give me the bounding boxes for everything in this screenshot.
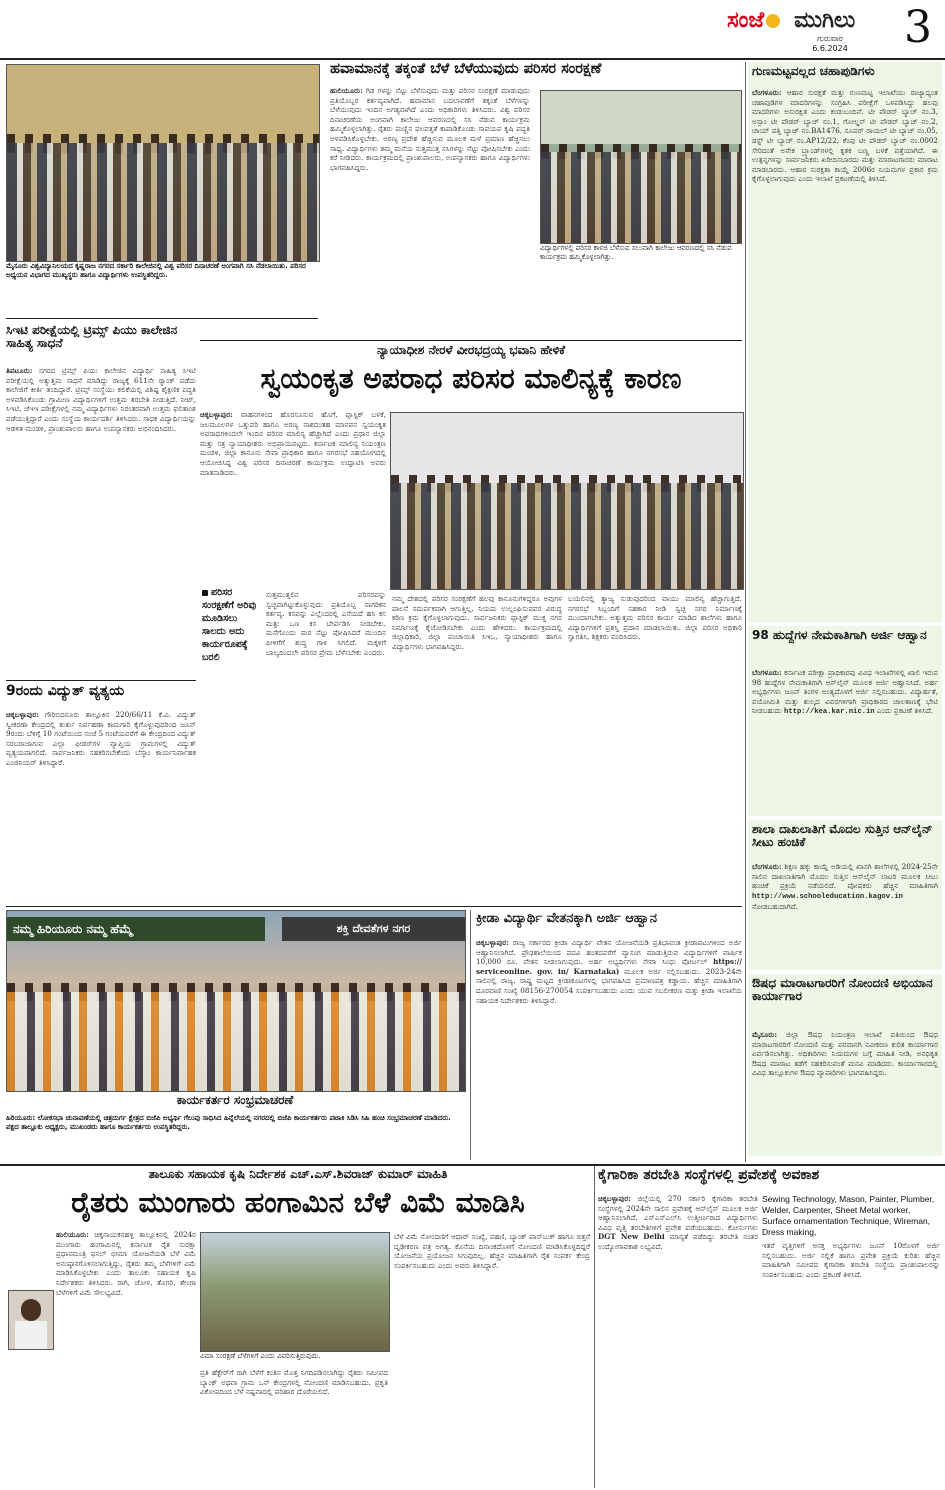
- tree-article-body: [330, 86, 530, 336]
- judge-quote-text: ಪರಿಸರ ಸಂರಕ್ಷಣೆಗೆ ಅರಿವು ಮೂಡಿಸಲು ಸಾಲದು ಅದು ಕಾರ್ಯರೂಪಕ್ಕೆ ಬರಲಿ: [202, 587, 257, 663]
- industrial-dgt: DGT New Delhi: [598, 1232, 665, 1242]
- crop-field-photo: [200, 1232, 390, 1352]
- school-headline: ಶಾಲಾ ದಾಖಲಾತಿಗೆ ಮೊದಲ ಸುತ್ತಿನ ಆನ್‌ಲೈನ್ ಸೀಟು ಹಂಚಿಕೆ: [752, 822, 933, 850]
- crop-dateline: ಹುಲಿಯೂರು:: [56, 1230, 89, 1239]
- vacancy-box: [748, 626, 942, 816]
- vacancy-dateline: ಬೆಂಗಳೂರು:: [752, 668, 782, 677]
- tree-article-text: ಗಿಡ ಗಳನ್ನು ನೆಟ್ಟು ಬೆಳೆಸುವುದು ಮತ್ತು ಪರಿಸರ ಸಂರಕ್ಷಣೆ ಮಾಡುವುದು ಪ್ರತಿಯೊಬ್ಬರ ಕರ್ತವ್ಯವಾಗಿದೆ. ಹವಾಮಾನ ಬದಲಾವಣೆಗೆ ತಕ್ಕಂತೆ ಬೆಳೆಗಳನ್ನು ಬೆಳೆಯುವುದು ಇಂದಿನ ಅಗತ್ಯವಾಗಿದೆ ಎಂದು ಅಧಿಕಾರಿಗಳು ತಿಳಿಸಿದರು. ವಿಶ್ವ ಪರಿಸರ ದಿನಾಚರಣೆಯ ಅಂಗವಾಗಿ ಕಾಲೇಜು ಆವರಣದಲ್ಲಿ ಸಸಿ ನೆಡುವ ಕಾರ್ಯಕ್ರಮ ಹಮ್ಮಿಕೊಳ್ಳಲಾಗಿತ್ತು. ರೈತರು ಮಣ್ಣಿನ ಫಲವತ್ತತೆ ಕಾಪಾಡಿಕೊಂಡು ಸಾವಯವ ಕೃಷಿ ಪದ್ಧತಿ ಅಳವಡಿಸಿಕೊಳ್ಳಬೇಕು. ಅರಣ್ಯ ಪ್ರದೇಶ ಹೆಚ್ಚಿಸುವ ಮೂಲಕ ಮಳೆ ಪ್ರಮಾಣ ಹೆಚ್ಚಿಸಲು ಸಾಧ್ಯ. ವಿದ್ಯಾರ್ಥಿಗಳು ತಮ್ಮ ಮನೆಯ ಸುತ್ತಮುತ್ತ ಸಸಿಗಳನ್ನು ನೆಟ್ಟು ಪೋಷಿಸಬೇಕು ಎಂದು ಕರೆ ನೀಡಿದರು. ಕಾರ್ಯಕ್ರಮದಲ್ಲಿ ಪ್ರಾಂಶುಪಾಲರು, ಉಪನ್ಯಾಸಕರು ಹಾಗೂ ವಿದ್ಯಾರ್ಥಿಗಳು ಭಾಗವಹಿಸಿದ್ದರು.: [330, 86, 530, 172]
- power-text: ಗೌರಿಬಿದನೂರು ತಾಲ್ಲೂಕಿನ 220/66/11 ಕೆ.ವಿ. ವಿದ್ಯುತ್ ಸ್ವೀಕರಣಾ ಕೇಂದ್ರದಲ್ಲಿ ತುರ್ತು ನಿರ್ವಹಣಾ ಕಾಮಗಾರಿ ಕೈಗೊಳ್ಳುವುದರಿಂದ ಜೂನ್ 9ರಂದು ಬೆಳಿಗ್ಗೆ 10 ಗಂಟೆಯಿಂದ ಸಂಜೆ 5 ಗಂಟೆಯವರೆಗೆ ಈ ಕೇಂದ್ರದಿಂದ ವಿದ್ಯುತ್ ಸರಬರಾಜಾಗುವ ಎಲ್ಲಾ ಫೀಡರ್‌ಗಳ ವ್ಯಾಪ್ತಿಯ ಗ್ರಾಮಗಳಲ್ಲಿ ವಿದ್ಯುತ್ ವ್ಯತ್ಯಯವಾಗಲಿದೆ. ಸಾರ್ವಜನಿಕರು ಸಹಕರಿಸಬೇಕೆಂದು ಬೆಸ್ಕಾಂ ಕಾರ್ಯನಿರ್ವಾಹಕ ಎಂಜಿನಿಯರ್ ತಿಳಿಸಿದ್ದಾರೆ.: [6, 710, 196, 767]
- divider: [6, 318, 318, 319]
- celebration-dateline: ಹಿರಿಯೂರು:: [6, 1114, 36, 1122]
- medicine-headline: ಔಷಧ ಮಾರಾಟಗಾರರಿಗೆ ನೋಂದಣಿ ಅಭಿಯಾನ ಕಾರ್ಯಾಗಾರ: [752, 976, 933, 1004]
- industrial-dateline: ಚಿಕ್ಕಬಳ್ಳಾಪುರ:: [598, 1194, 631, 1203]
- divider: [200, 340, 742, 341]
- tree-planting-caption: ಮೈಸೂರು ವಿಶ್ವವಿದ್ಯಾನಿಲಯದ ಕೃಷ್ಣರಾಜ ನಗರದ ಸರ್ಕಾರಿ ಕಾಲೇಜಿನಲ್ಲಿ ವಿಶ್ವ ಪರಿಸರ ದಿನಾಚರಣೆ ಅಂಗವಾಗಿ ಸಸಿ ನೆಡಲಾಯಿತು. ಪರಿಸರ ಅಧ್ಯಯನ ವಿಭಾಗದ ಮುಖ್ಯಸ್ಥರು ಹಾಗೂ ವಿದ್ಯಾರ್ಥಿಗಳು ಉಪಸ್ಥಿತರಿದ್ದರು.: [6, 262, 306, 279]
- judge-body-col4: ಬಯಲಿನಲ್ಲಿ ತ್ಯಾಜ್ಯ ಸುಡುವುದರಿಂದ ವಾಯು ಮಾಲಿನ್ಯ ಹೆಚ್ಚಾಗುತ್ತಿದೆ. ನಗರಸಭೆ ಸಿಬ್ಬಂದಿಗೆ ಸಹಕಾರ ನೀಡಿ ಸ್ವಚ್ಛ ನಗರ ನಿರ್ಮಾಣಕ್ಕೆ ಮುಂದಾಗಬೇಕು. ಅತ್ಯುತ್ತಮ ಪರಿಸರ ಕಾರ್ಯ ಮಾಡಿದ ಶಾಲೆಗಳು ಹಾಗೂ ವಿದ್ಯಾರ್ಥಿಗಳಿಗೆ ಪ್ರಶಸ್ತಿ ಪ್ರದಾನ ಮಾಡಲಾಯಿತು. ಜಿಲ್ಲಾ ಪರಿಸರ ಅಧಿಕಾರಿ ಸ್ವಾಗತಿಸಿ, ಶಿಕ್ಷಕರು ವಂದಿಸಿದರು.: [568, 594, 742, 642]
- industrial-body-col2: ಇತರೆ ವೃತ್ತಿಗಳಿಗೆ ಆಸಕ್ತ ಅಭ್ಯರ್ಥಿಗಳು ಜೂನ್ 10ರೊಳಗೆ ಅರ್ಜಿ ಸಲ್ಲಿಸಬಹುದು. ಅರ್ಜಿ ಸಲ್ಲಿಕೆ ಹಾಗೂ ಪ್ರವೇಶ ಪ್ರಕ್ರಿಯೆ ಕುರಿತು ಹೆಚ್ಚಿನ ಮಾಹಿತಿಗಾಗಿ ಸಮೀಪದ ಕೈಗಾರಿಕಾ ತರಬೇತಿ ಸಂಸ್ಥೆಯ ಪ್ರಾಂಶುಪಾಲರನ್ನು ಸಂಪರ್ಕಿಸಬಹುದು ಎಂದು ಪ್ರಕಟಣೆ ತಿಳಿಸಿದೆ.: [762, 1241, 940, 1279]
- tree-article-dateline: ಹುಲಿಯೂರು:: [330, 86, 363, 95]
- sports-tail: ಮೂಲಕ ಅರ್ಜಿ ಸಲ್ಲಿಸಬಹುದು. 2023-24ನೇ ಸಾಲಿನಲ್ಲಿ ರಾಜ್ಯ, ರಾಷ್ಟ್ರ ಮಟ್ಟದ ಕ್ರೀಡಾಕೂಟಗಳಲ್ಲಿ ಭಾಗವಹಿಸಿದ ಪ್ರಮಾಣಪತ್ರ ಕಡ್ಡಾಯ. ಹೆಚ್ಚಿನ ಮಾಹಿತಿಗಾಗಿ ದೂರವಾಣಿ ಸಂಖ್ಯೆ 08156-270054 ಸಂಪರ್ಕಿಸಬಹುದು ಎಂದು ಯುವ ಸಬಲೀಕರಣ ಮತ್ತು ಕ್ರೀಡಾ ಇಲಾಖೆಯ ಸಹಾಯಕ ನಿರ್ದೇಶಕರು ತಿಳಿಸಿದ್ದಾರೆ.: [476, 966, 742, 1005]
- school-text: ಶಿಕ್ಷಣ ಹಕ್ಕು ಕಾಯ್ದೆ ಅಡಿಯಲ್ಲಿ ಖಾಸಗಿ ಶಾಲೆಗಳಲ್ಲಿ 2024-25ನೇ ಸಾಲಿನ ದಾಖಲಾತಿಗಾಗಿ ಮೊದಲ ಸುತ್ತಿನ ಆನ್‌ಲೈನ್ ಲಾಟರಿ ಮೂಲಕ ಸೀಟು ಹಂಚಿಕೆ ಪ್ರಕ್ರಿಯೆ ನಡೆಯಲಿದೆ. ಪೋಷಕರು ಹೆಚ್ಚಿನ ಮಾಹಿತಿಗಾಗಿ: [752, 862, 938, 891]
- crop-body-col1: [6, 1230, 196, 1486]
- crop-body-col2: ಪ್ರತಿ ಹೆಕ್ಟೇರ್‌ಗೆ ರಾಗಿ ಬೆಳೆಗೆ ಕಂತಿನ ಮೊತ್ತ ನಿಗದಿಪಡಿಸಲಾಗಿದ್ದು ರೈತರು ಸಮೀಪದ ಬ್ಯಾಂಕ್ ಅಥವಾ ಗ್ರಾಮ ಒನ್ ಕೇಂದ್ರಗಳಲ್ಲಿ ನೋಂದಣಿ ಮಾಡಿಸಬಹುದು. ಪ್ರಕೃತಿ ವಿಕೋಪದಿಂದ ಬೆಳೆ ನಷ್ಟವಾದಲ್ಲಿ ಪರಿಹಾರ ದೊರೆಯಲಿದೆ.: [200, 1368, 388, 1397]
- tea-quality-body: [748, 86, 942, 620]
- school-body: [748, 860, 942, 972]
- judge-kicker: ನ್ಯಾಯಾಧೀಶ ನೇರಳೆ ವೀರಭದ್ರಯ್ಯ ಭವಾನಿ ಹೇಳಿಕೆ: [376, 344, 566, 357]
- power-dateline: ಚಿಕ್ಕಬಳ್ಳಾಪುರ:: [6, 710, 39, 719]
- judge-body-col3: ನಮ್ಮ ದೇಶದಲ್ಲಿ ಪರಿಸರ ಸಂರಕ್ಷಣೆಗೆ ಹಲವು ಕಾನೂನುಗಳಿದ್ದರೂ ಅವುಗಳ ಪಾಲನೆ ಸಮರ್ಪಕವಾಗಿ ಆಗುತ್ತಿಲ್ಲ. ನಿಯಮ ಉಲ್ಲಂಘಿಸುವವರ ವಿರುದ್ಧ ಕಠಿಣ ಕ್ರಮ ಕೈಗೊಳ್ಳಲಾಗುವುದು. ಸಾರ್ವಜನಿಕರು ಪ್ಲಾಸ್ಟಿಕ್ ಮುಕ್ತ ನಗರ ನಿರ್ಮಾಣಕ್ಕೆ ಕೈಜೋಡಿಸಬೇಕು ಎಂದು ಹೇಳಿದರು. ಕಾರ್ಯಕ್ರಮದಲ್ಲಿ ಜಿಲ್ಲಾಧಿಕಾರಿ, ಜಿಲ್ಲಾ ಪಂಚಾಯಿತಿ ಸಿಇಒ, ನ್ಯಾಯಾಧೀಶರು ಹಾಗೂ ವಿದ್ಯಾರ್ಥಿಗಳು ಭಾಗವಹಿಸಿದ್ದರು.: [392, 594, 562, 651]
- sports-dateline: ಚಿಕ್ಕಬಳ್ಳಾಪುರ:: [476, 938, 509, 947]
- college-saplings-caption: ವಿದ್ಯಾರ್ಥಿಗಳಲ್ಲಿ ಪರಿಸರ ಕಾಳಜಿ ಬೆಳೆಸುವ ಸಲುವಾಗಿ ಕಾಲೇಜು ಆವರಣದಲ್ಲಿ ಸಸಿ ನೆಡುವ ಕಾರ್ಯಕ್ರಮ ಹಮ್ಮಿಕೊಳ್ಳಲಾಗಿತ್ತು.: [540, 244, 732, 261]
- page-number: 3: [904, 2, 932, 53]
- trims-dateline: ತಿಪಟೂರು:: [6, 366, 33, 375]
- logo-word-mugilu: ಮುಗಿಲು: [794, 8, 856, 33]
- crop-body-col3: ಬೆಳೆ ವಿಮೆ ನೋಂದಣಿಗೆ ಆಧಾರ್ ಸಂಖ್ಯೆ, ಪಹಣಿ, ಬ್ಯಾಂಕ್ ಪಾಸ್‌ಬುಕ್ ಹಾಗೂ ಬಿತ್ತನೆ ದೃಢೀಕರಣ ಪತ್ರ ಅಗತ್ಯ. ಕೊನೆಯ ದಿನಾಂಕದೊಳಗೆ ನೋಂದಣಿ ಮಾಡಿಸಿಕೊಳ್ಳದಿದ್ದರೆ ಯೋಜನೆಯ ಪ್ರಯೋಜನ ಸಿಗುವುದಿಲ್ಲ. ಹೆಚ್ಚಿನ ಮಾಹಿತಿಗಾಗಿ ರೈತ ಸಂಪರ್ಕ ಕೇಂದ್ರ ಸಂಪರ್ಕಿಸಬಹುದು ಎಂದು ಅವರು ತಿಳಿಸಿದ್ದಾರೆ.: [394, 1232, 590, 1270]
- industrial-text: ಜಿಲ್ಲೆಯಲ್ಲಿ 270 ಸರ್ಕಾರಿ ಕೈಗಾರಿಕಾ ತರಬೇತಿ ಸಂಸ್ಥೆಗಳಲ್ಲಿ 2024ನೇ ಸಾಲಿನ ಪ್ರವೇಶಕ್ಕೆ ಆನ್‌ಲೈನ್ ಮೂಲಕ ಅರ್ಜಿ ಆಹ್ವಾನಿಸಲಾಗಿದೆ. ಎಸ್‌ಎಸ್‌ಎಲ್‌ಸಿ ಉತ್ತೀರ್ಣರಾದ ವಿದ್ಯಾರ್ಥಿಗಳು ವಿವಿಧ ವೃತ್ತಿ ತರಬೇತಿಗಳಿಗೆ ಪ್ರವೇಶ ಪಡೆಯಬಹುದು. ಕೋರ್ಸುಗಳು: [598, 1194, 758, 1232]
- crop-kicker: ತಾಲೂಕು ಸಹಾಯಕ ಕೃಷಿ ನಿರ್ದೇಶಕ ಎಚ್.ಎಸ್.ಶಿವರಾಜ್ ಕುಮಾರ್ ಮಾಹಿತಿ: [148, 1168, 448, 1181]
- masthead-rule: [0, 58, 945, 60]
- celebration-text: ಲೋಕಸಭಾ ಚುನಾವಣೆಯಲ್ಲಿ ಚಿತ್ರದುರ್ಗ ಕ್ಷೇತ್ರದ ಬಿಜೆಪಿ ಅಭ್ಯರ್ಥಿ ಗೆಲುವು ಸಾಧಿಸಿದ ಹಿನ್ನೆಲೆಯಲ್ಲಿ ನಗರದಲ್ಲಿ ಬಿಜೆಪಿ ಕಾರ್ಯಕರ್ತರು ಪಟಾಕಿ ಸಿಡಿಸಿ ಸಿಹಿ ಹಂಚಿ ಸಂಭ್ರಮಾಚರಣೆ ಮಾಡಿದರು. ಪಕ್ಷದ ತಾಲ್ಲೂಕು ಅಧ್ಯಕ್ಷರು, ಮುಖಂಡರು ಹಾಗೂ ಕಾರ್ಯಕರ್ತರು ಉಪಸ್ಥಿತರಿದ್ದರು.: [6, 1114, 451, 1131]
- vacancy-url: http://kea.kar.nic.in: [784, 708, 875, 717]
- judge-sidebar-quote: [202, 586, 262, 706]
- tea-quality-dateline: ಬೆಂಗಳೂರು:: [752, 88, 782, 97]
- vacancy-tail: ಎಂದು ಪ್ರಕಟಣೆ ತಿಳಿಸಿದೆ.: [876, 706, 934, 716]
- school-box: [748, 820, 942, 970]
- celebration-caption: [6, 1114, 464, 1162]
- column-divider: [594, 1166, 595, 1488]
- award-ceremony-photo: [390, 412, 744, 590]
- trims-text: ನಗರದ ಟ್ರಿಮ್ಸ್ ಪಿಯು ಕಾಲೇಜಿನ ವಿದ್ಯಾರ್ಥಿ ಸಾಹಿತ್ಯ ಸಿಇಟಿ ಪರೀಕ್ಷೆಯಲ್ಲಿ ಅತ್ಯುತ್ತಮ ಸಾಧನೆ ಮಾಡಿದ್ದು ರಾಜ್ಯಕ್ಕೆ 611ನೇ ರ್‍ಯಾಂಕ್ ಪಡೆದು ಕಾಲೇಜಿಗೆ ಕೀರ್ತಿ ತಂದಿದ್ದಾರೆ. ಟ್ರಿಮ್ಸ್ ಸಂಸ್ಥೆಯು ಕಲಿಕೆಯಲ್ಲಿ ವಿಶಿಷ್ಟ ಶೈಕ್ಷಣಿಕ ಪದ್ಧತಿ ಅಳವಡಿಸಿಕೊಂಡು ಗ್ರಾಮೀಣ ವಿದ್ಯಾರ್ಥಿಗಳಿಗೆ ಉತ್ತಮ ತರಬೇತಿ ನೀಡುತ್ತಿದೆ. ನೀಟ್, ಸಿಇಟಿ, ಜೆಇಇ ಪರೀಕ್ಷೆಗಳಲ್ಲಿ ನಮ್ಮ ವಿದ್ಯಾರ್ಥಿಗಳು ನಿರಂತರವಾಗಿ ಉತ್ತಮ ಫಲಿತಾಂಶ ಪಡೆಯುತ್ತಿದ್ದಾರೆ ಎಂದು ಸಂಸ್ಥೆಯ ಕಾರ್ಯದರ್ಶಿ ತಿಳಿಸಿದರು. ಸಾಧಕ ವಿದ್ಯಾರ್ಥಿಯನ್ನು ಆಡಳಿತ ಮಂಡಳಿ, ಪ್ರಾಂಶುಪಾಲರು ಹಾಗೂ ಉಪನ್ಯಾಸಕರು ಅಭಿನಂದಿಸಿದರು.: [6, 366, 196, 433]
- judge-body-col1: [200, 410, 386, 580]
- power-body: [6, 710, 196, 900]
- tea-quality-box: [748, 62, 942, 622]
- medicine-body: [748, 1028, 942, 1158]
- masthead-logo: [727, 6, 893, 36]
- tea-quality-text: ಆಹಾರ ಸುರಕ್ಷತೆ ಮತ್ತು ಗುಣಮಟ್ಟ ಇಲಾಖೆಯು ರಾಜ್ಯಾದ್ಯಂತ ಚಹಾಪುಡಿಗಳ ಮಾದರಿಗಳನ್ನು ಸಂಗ್ರಹಿಸಿ ಪರೀಕ್ಷೆಗೆ ಒಳಪಡಿಸಿದ್ದು ಹಲವು ಮಾದರಿಗಳು ಅಸುರಕ್ಷಿತ ಎಂದು ಕಂಡುಬಂದಿವೆ. ಟೀ ಪೌಡರ್ ಬ್ಯಾಚ್ ನಂ.3, ಅಸ್ಸಾಂ ಟೀ ಪೌಡರ್ ಬ್ಯಾಚ್ ನಂ.1, ಗೋಲ್ಡನ್ ಟೀ ಪೌಡರ್ ಬ್ಯಾಚ್ ನಂ.2, ಚಾಯ್ ಪತ್ತಿ ಬ್ಯಾಚ್ ನಂ.BA1476, ಸೂಪರ್ ರಾಯಲ್ ಟೀ ಬ್ಯಾಚ್ ನಂ.05, ಡಸ್ಟ್ ಟೀ ಬ್ಯಾಚ್ ನಂ.AP12/22, ಕೆಂಪು ಟೀ ಪೌಡರ್ ಬ್ಯಾಚ್ ನಂ.0002 ಸೇರಿದಂತೆ ಅನೇಕ ಬ್ರ್ಯಾಂಡ್‌ಗಳಲ್ಲಿ ಕೃತಕ ಬಣ್ಣ ಬಳಕೆ ಪತ್ತೆಯಾಗಿದೆ. ಈ ಉತ್ಪನ್ನಗಳನ್ನು ಸಾರ್ವಜನಿಕರು ಖರೀದಿಸಬಾರದು ಮತ್ತು ಮಾರಾಟಗಾರರು ಮಾರಾಟ ಮಾಡಬಾರದು. ಆಹಾರ ಸುರಕ್ಷತಾ ಕಾಯ್ದೆ 2006ರ ನಿಯಮಗಳ ಪ್ರಕಾರ ಕ್ರಮ ಕೈಗೊಳ್ಳಲಾಗುವುದು ಎಂದು ಇಲಾಖೆ ಪ್ರಕಟಣೆಯಲ್ಲಿ ತಿಳಿಸಿದೆ.: [752, 88, 938, 184]
- divider: [6, 680, 196, 681]
- bullet-icon: [202, 590, 208, 596]
- judge-body-col2: ಸುತ್ತಮುತ್ತಲಿನ ಪರಿಸರವನ್ನು ಸ್ವಚ್ಛವಾಗಿಟ್ಟುಕೊಳ್ಳುವುದು ಪ್ರತಿಯೊಬ್ಬ ನಾಗರಿಕನ ಕರ್ತವ್ಯ. ಕಸವನ್ನು ಎಲ್ಲೆಂದರಲ್ಲಿ ಎಸೆಯದೆ ಹಸಿ ಕಸ ಮತ್ತು ಒಣ ಕಸ ಬೇರ್ಪಡಿಸಿ ನೀಡಬೇಕು. ಮನೆಗೊಂದು ಮರ ನೆಟ್ಟು ಪೋಷಿಸಿದರೆ ಮುಂದಿನ ಪೀಳಿಗೆಗೆ ಶುದ್ಧ ಗಾಳಿ ಸಿಗಲಿದೆ. ಮಕ್ಕಳಿಗೆ ಬಾಲ್ಯದಿಂದಲೇ ಪರಿಸರ ಪ್ರೇಮ ಬೆಳೆಸಬೇಕು ಎಂದರು.: [266, 590, 386, 657]
- sun-icon: [766, 14, 780, 28]
- celebration-title: ಕಾರ್ಯಕರ್ತರ ಸಂಭ್ರಮಾಚರಣೆ: [176, 1094, 294, 1107]
- column-divider: [745, 62, 746, 1162]
- judge-dateline: ಚಿಕ್ಕಬಳ್ಳಾಪುರ:: [200, 410, 233, 419]
- college-saplings-photo: [540, 90, 742, 244]
- tree-article-headline: ಹವಾಮಾನಕ್ಕೆ ತಕ್ಕಂತೆ ಬೆಳೆ ಬೆಳೆಯುವುದು ಪರಿಸರ ಸಂರಕ್ಷಣೆ: [330, 62, 602, 77]
- industrial-trades: Sewing Technology, Mason, Painter, Plumber, Welder, Carpenter, Sheet Metal worker, Surface ornamentation Technique, Wireman, Dress making,: [762, 1194, 935, 1237]
- industrial-tail: ಮಾನ್ಯತೆ ಪಡೆದಿದ್ದು ತರಬೇತಿ ನಂತರ ಉದ್ಯೋಗಾವಕಾಶ ಲಭ್ಯವಿದೆ.: [598, 1232, 758, 1251]
- trims-headline: ಸಿಇಟಿ ಪರೀಕ್ಷೆಯಲ್ಲಿ ಟ್ರಿಮ್ಸ್ ಪಿಯು ಕಾಲೇಜಿನ ಸಾಹಿತ್ಯ ಸಾಧನೆ: [6, 324, 178, 351]
- issue-date: 6.6.2024: [812, 44, 848, 53]
- power-headline: 9ರಂದು ವಿದ್ಯುತ್ ವ್ಯತ್ಯಯ: [6, 684, 125, 699]
- crop-headline: ರೈತರು ಮುಂಗಾರು ಹಂಗಾಮಿನ ಬೆಳೆ ವಿಮೆ ಮಾಡಿಸಿ: [71, 1188, 525, 1219]
- vacancy-headline: 98 ಹುದ್ದೆಗಳ ನೇಮಕಾತಿಗಾಗಿ ಅರ್ಜಿ ಆಹ್ವಾನ: [752, 628, 927, 642]
- industrial-body: [598, 1194, 758, 1486]
- section-rule: [0, 1164, 945, 1166]
- industrial-col2: [762, 1194, 940, 1486]
- trims-body: [6, 366, 196, 678]
- sports-url: https:// serviceonline. gov. in/ Karnataka): [476, 957, 742, 976]
- sports-body: [476, 938, 742, 1160]
- column-divider: [470, 910, 471, 1160]
- medicine-text: ಜಿಲ್ಲಾ ಔಷಧ ನಿಯಂತ್ರಣ ಇಲಾಖೆ ವತಿಯಿಂದ ಔಷಧ ಮಾರಾಟಗಾರರಿಗೆ ನೋಂದಣಿ ಮತ್ತು ಪರವಾನಗಿ ನವೀಕರಣ ಕುರಿತ ಕಾರ್ಯಾಗಾರ ಏರ್ಪಡಿಸಲಾಗಿತ್ತು. ಅಧಿಕಾರಿಗಳು ನಿಯಮಗಳ ಬಗ್ಗೆ ಮಾಹಿತಿ ನೀಡಿ, ಅನಧಿಕೃತ ಔಷಧ ಮಾರಾಟ ತಡೆಗೆ ಸಹಕರಿಸುವಂತೆ ಮನವಿ ಮಾಡಿದರು. ಕಾರ್ಯಾಗಾರದಲ್ಲಿ ವಿವಿಧ ತಾಲ್ಲೂಕುಗಳ ಔಷಧ ವ್ಯಾಪಾರಿಗಳು ಭಾಗವಹಿಸಿದ್ದರು.: [752, 1030, 938, 1078]
- sports-text: ರಾಜ್ಯ ಸರ್ಕಾರದ ಕ್ರೀಡಾ ವಿದ್ಯಾರ್ಥಿ ವೇತನ ಯೋಜನೆಯಡಿ ಪ್ರತಿಭಾವಂತ ಕ್ರೀಡಾಪಟುಗಳಿಂದ ಅರ್ಜಿ ಆಹ್ವಾನಿಸಲಾಗಿದೆ. ಪ್ರೌಢಶಾಲೆಯಿಂದ ಪದವಿ ಹಂತದವರೆಗೆ ವ್ಯಾಸಂಗ ಮಾಡುತ್ತಿರುವ ವಿದ್ಯಾರ್ಥಿಗಳಿಗೆ ವಾರ್ಷಿಕ 10,000 ರೂ. ವೇತನ ನೀಡಲಾಗುವುದು. ಅರ್ಹ ಅಭ್ಯರ್ಥಿಗಳು ಸೇವಾ ಸಿಂಧು ಪೋರ್ಟಲ್: [476, 938, 742, 967]
- judge-headline: ಸ್ವಯಂಕೃತ ಅಪರಾಧ ಪರಿಸರ ಮಾಲಿನ್ಯಕ್ಕೆ ಕಾರಣ: [260, 364, 682, 395]
- sign-right: ಶಕ್ತಿ ದೇವತೆಗಳ ನಗರ: [282, 917, 465, 941]
- tree-planting-photo: [6, 64, 320, 262]
- school-tail: ನೋಡಬಹುದಾಗಿದೆ.: [752, 902, 798, 912]
- divider: [6, 906, 742, 907]
- logo-word-sanje: ಸಂಜೆ: [727, 8, 765, 33]
- industrial-headline: ಕೈಗಾರಿಕಾ ತರಬೇತಿ ಸಂಸ್ಥೆಗಳಲ್ಲಿ ಪ್ರವೇಶಕ್ಕೆ ಅವಕಾಶ: [598, 1168, 820, 1183]
- school-dateline: ಬೆಂಗಳೂರು:: [752, 862, 782, 871]
- crop-photo-caption: ವಿಮಾ ಸಂರಕ್ಷಣೆ ಬೆಳೆಗಳಿಗೆ ಎಂದು ವಿವರಿಸುತ್ತಿರುವುದು.: [200, 1352, 321, 1360]
- medicine-box: [748, 974, 942, 1156]
- vacancy-text: ಕರ್ನಾಟಕ ಪರೀಕ್ಷಾ ಪ್ರಾಧಿಕಾರವು ವಿವಿಧ ಇಲಾಖೆಗಳಲ್ಲಿ ಖಾಲಿ ಇರುವ 98 ಹುದ್ದೆಗಳ ನೇಮಕಾತಿಗಾಗಿ ಆನ್‌ಲೈನ್ ಮೂಲಕ ಅರ್ಜಿ ಆಹ್ವಾನಿಸಿದೆ. ಅರ್ಹ ಅಭ್ಯರ್ಥಿಗಳು ಜೂನ್ ತಿಂಗಳ ಅಂತ್ಯದೊಳಗೆ ಅರ್ಜಿ ಸಲ್ಲಿಸಬಹುದು. ವಿದ್ಯಾರ್ಹತೆ, ವಯೋಮಿತಿ ಮತ್ತು ಶುಲ್ಕದ ವಿವರಗಳಿಗಾಗಿ ಪ್ರಾಧಿಕಾರದ ಜಾಲತಾಣಕ್ಕೆ ಭೇಟಿ ನೀಡಬಹುದು: [752, 668, 938, 716]
- tea-quality-headline: ಗುಣಮಟ್ಟವಲ್ಲದ ಚಹಾಪುಡಿಗಳು: [752, 64, 875, 78]
- vacancy-body: [748, 666, 942, 818]
- medicine-dateline: ಮೈಸೂರು:: [752, 1030, 778, 1039]
- sign-left: ನಮ್ಮ ಹಿರಿಯೂರು ನಮ್ಮ ಹೆಮ್ಮೆ: [7, 917, 265, 941]
- sports-headline: ಕ್ರೀಡಾ ವಿದ್ಯಾರ್ಥಿ ವೇತನಕ್ಕಾಗಿ ಅರ್ಜಿ ಆಹ್ವಾನ: [476, 912, 657, 926]
- celebration-photo: [6, 910, 466, 1092]
- issue-day: ಗುರುವಾರ: [817, 34, 843, 43]
- judge-text-col1: ವಾಹನಗಳಿಂದ ಹೊರಸೂಸುವ ಹೊಗೆ, ಪ್ಲಾಸ್ಟಿಕ್ ಬಳಕೆ, ಜಲಮೂಲಗಳ ಒತ್ತುವರಿ ಹಾಗೂ ಅರಣ್ಯ ನಾಶದಂತಹ ಮಾನವನ ಸ್ವಯಂಕೃತ ಅಪರಾಧಗಳಿಂದಲೇ ಇಂದಿನ ಪರಿಸರ ಮಾಲಿನ್ಯ ಹೆಚ್ಚಾಗಿದೆ ಎಂದು ಪ್ರಧಾನ ಜಿಲ್ಲಾ ಮತ್ತು ಸತ್ರ ನ್ಯಾಯಾಧೀಶರು ಅಭಿಪ್ರಾಯಪಟ್ಟರು. ಕರ್ನಾಟಕ ಮಾಲಿನ್ಯ ನಿಯಂತ್ರಣ ಮಂಡಳಿ, ಜಿಲ್ಲಾ ಕಾನೂನು ಸೇವಾ ಪ್ರಾಧಿಕಾರ ಹಾಗೂ ನಗರಸಭೆ ಸಹಯೋಗದಲ್ಲಿ ಆಯೋಜಿಸಿದ್ದ ವಿಶ್ವ ಪರಿಸರ ದಿನಾಚರಣೆ ಕಾರ್ಯಕ್ರಮ ಉದ್ಘಾಟಿಸಿ ಅವರು ಮಾತನಾಡಿದರು.: [200, 410, 386, 477]
- school-url: http://www.schooleducation.kagov.in: [752, 892, 903, 901]
- crop-text-col1: ಚಿಕ್ಕನಾಯಕನಹಳ್ಳಿ ತಾಲ್ಲೂಕಿನಲ್ಲಿ 2024ರ ಮುಂಗಾರು ಹಂಗಾಮಿನಲ್ಲಿ ಕರ್ನಾಟಕ ರೈತ ಸುರಕ್ಷಾ ಪ್ರಧಾನಮಂತ್ರಿ ಫಸಲ್ ಭೀಮಾ ಯೋಜನೆಯಡಿ ಬೆಳೆ ವಿಮೆ ಅನುಷ್ಠಾನಗೊಳಿಸಲಾಗುತ್ತಿದ್ದು, ರೈತರು ತಮ್ಮ ಬೆಳೆಗಳಿಗೆ ವಿಮೆ ಮಾಡಿಸಿಕೊಳ್ಳಬೇಕು ಎಂದು ತಾಲೂಕು ಸಹಾಯಕ ಕೃಷಿ ನಿರ್ದೇಶಕರು ತಿಳಿಸಿದರು. ರಾಗಿ, ಜೋಳ, ತೊಗರಿ, ಶೇಂಗಾ ಬೆಳೆಗಳಿಗೆ ವಿಮೆ ಸೌಲಭ್ಯವಿದೆ.: [56, 1230, 196, 1297]
